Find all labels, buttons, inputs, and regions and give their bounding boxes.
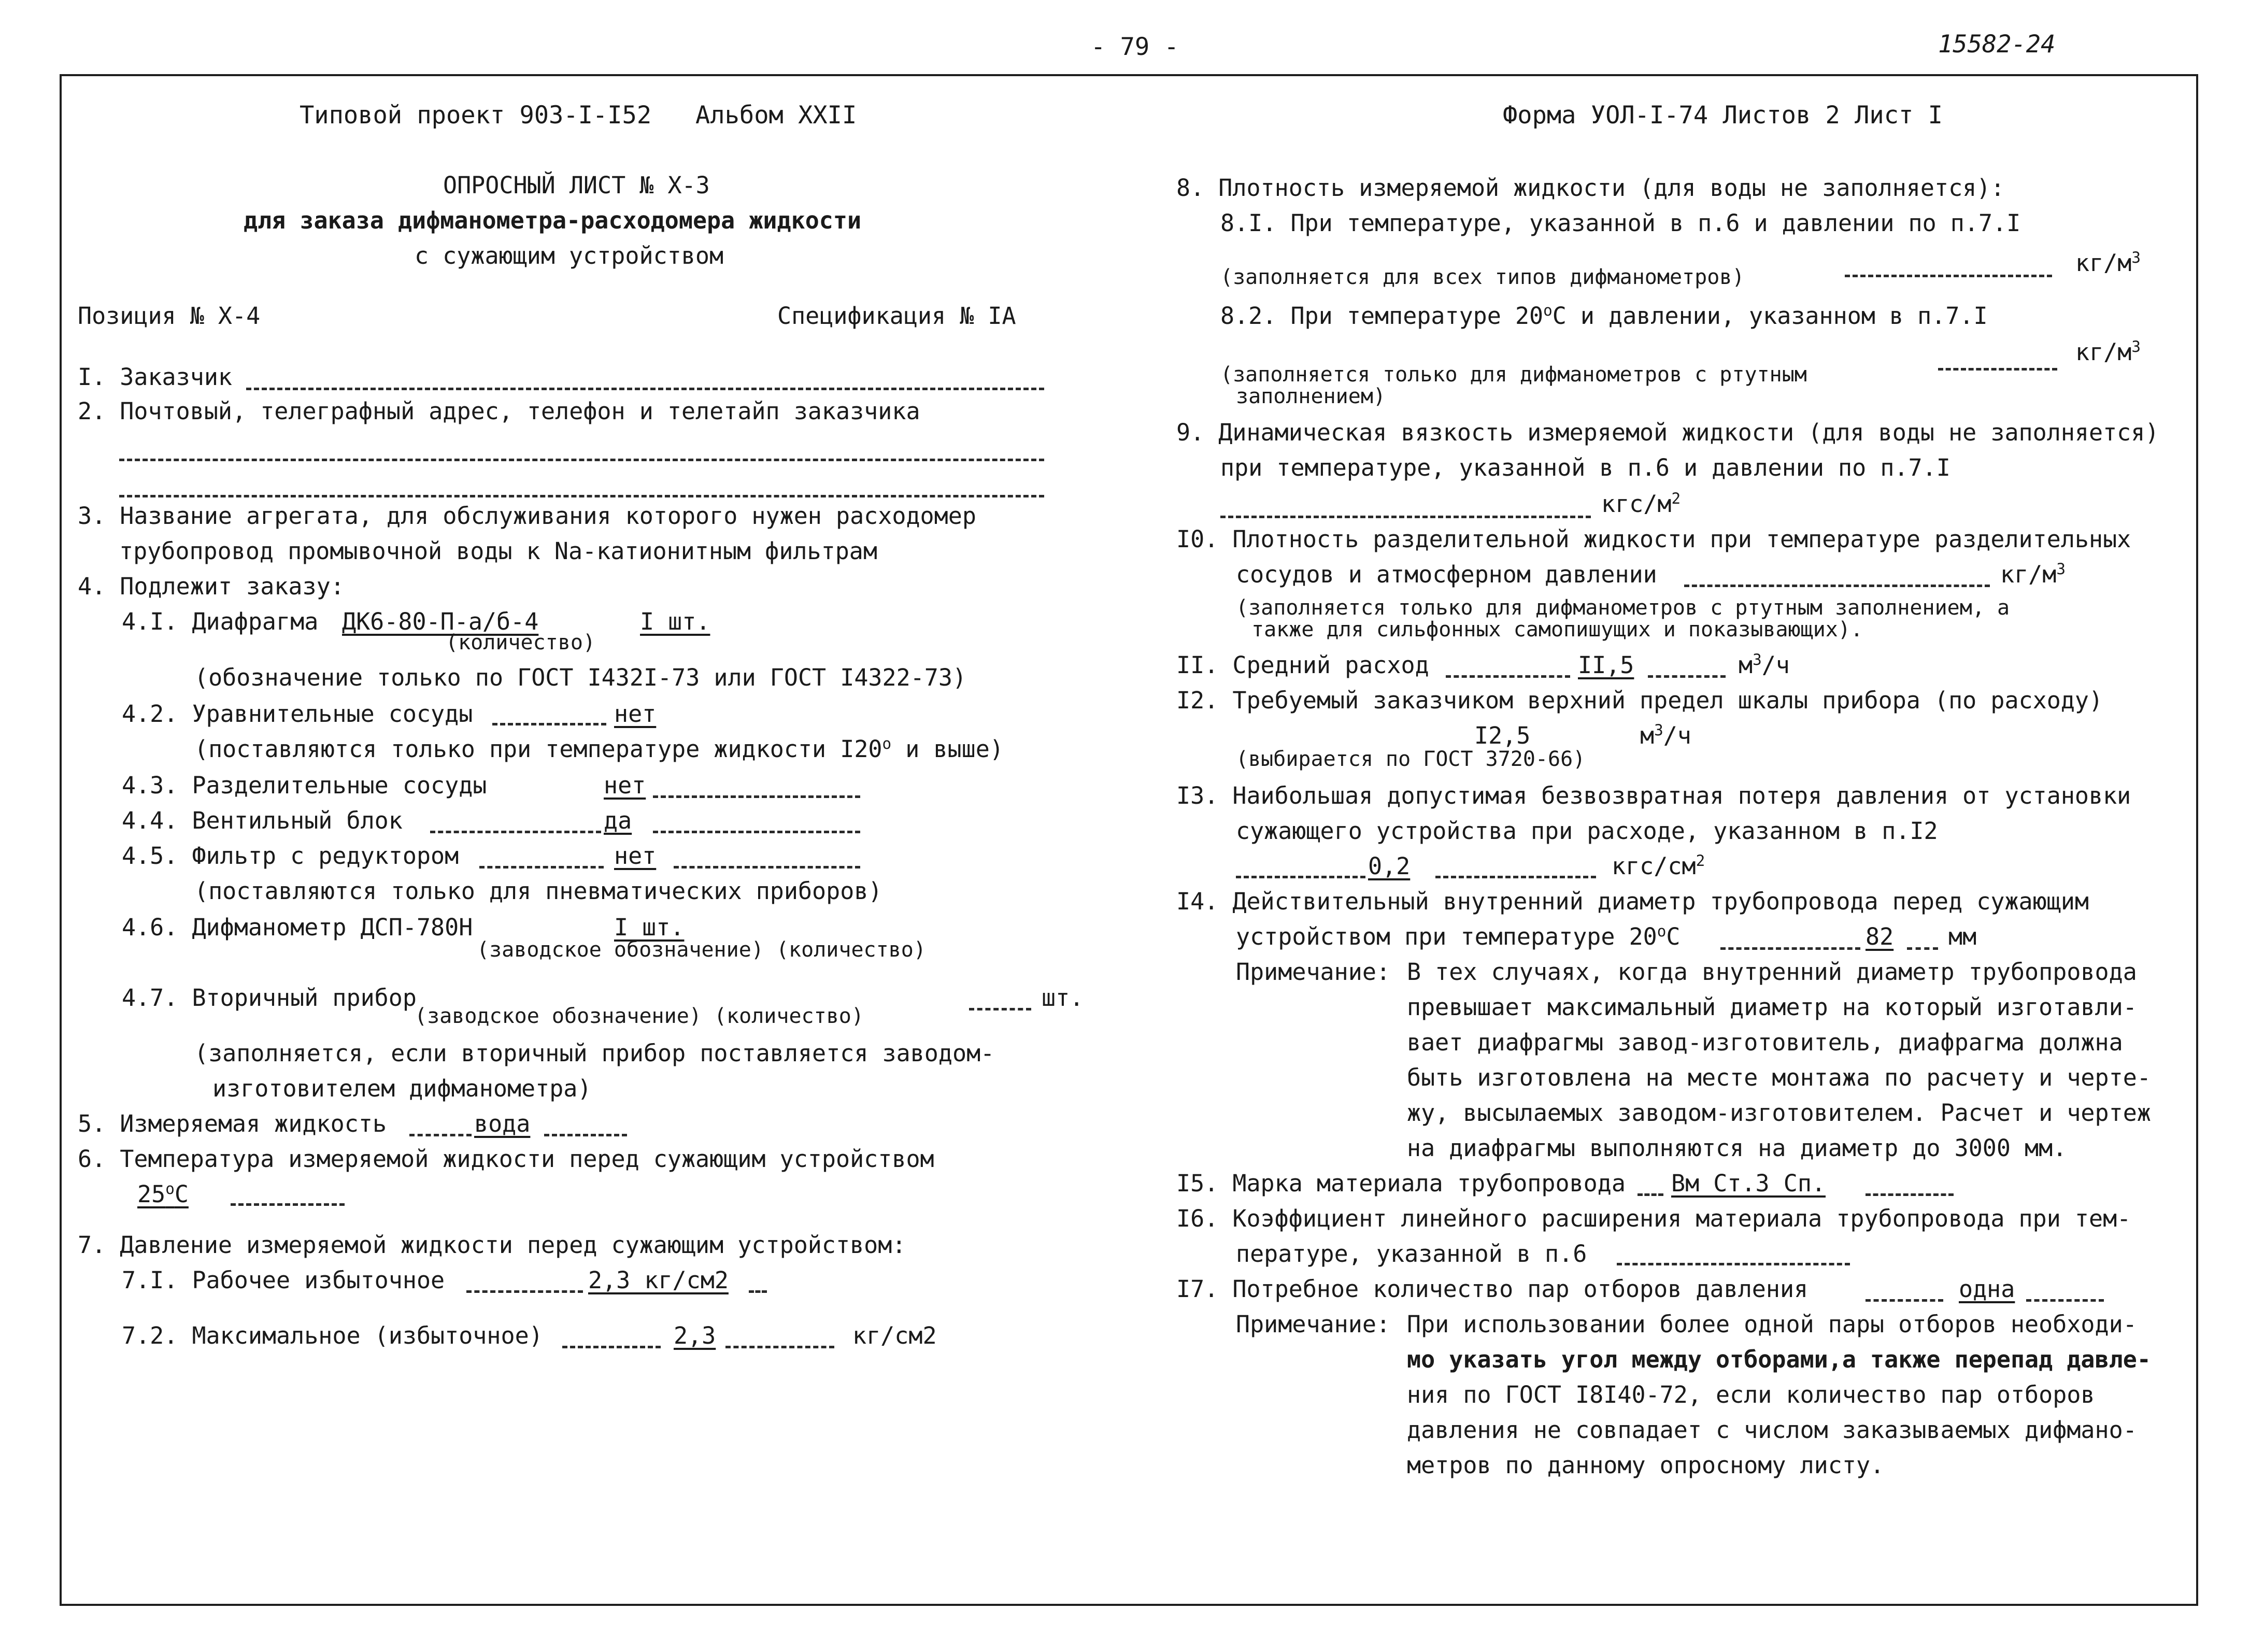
item-14-note-line-6: на диафрагмы выполняются на диаметр до 3000 мм. [1407, 1134, 2067, 1162]
item-4-5-label: 4.5. Фильтр с редуктором [122, 842, 459, 870]
item-7-2-value: 2,3 [674, 1322, 716, 1349]
item-8-2-note-2: заполнением) [1236, 384, 1386, 408]
item-13-unit: кгс/$см^2$ [1612, 851, 1705, 880]
item-10-note-2: также для сильфонных самопишущих и показывающих). [1251, 618, 1863, 642]
blank-line [969, 1008, 1031, 1010]
blank-line [479, 866, 604, 868]
blank-line [1446, 675, 1570, 678]
specification-number: Спецификация № IА [777, 302, 1016, 330]
item-4-3-value: нет [604, 772, 646, 799]
blank-line [466, 1290, 583, 1293]
item-8-1-label: 8.I. При температуре, указанной в п.6 и давлении по п.7.I [1220, 209, 2021, 237]
item-17-note-line-1: При использовании более одной пары отборов необходи- [1407, 1311, 2137, 1338]
blank-line [1907, 947, 1938, 950]
blank-line [1720, 947, 1860, 950]
item-12-unit: $м^3/ч$ [1640, 721, 1691, 749]
item-7-1-label: 7.I. Рабочее избыточное [122, 1266, 445, 1294]
item-8-1-note: (заполняется для всех типов дифманометров) [1220, 265, 1745, 289]
blank-line [1435, 876, 1596, 878]
item-7-label: 7. Давление измеряемой жидкости перед сужающим устройством: [78, 1231, 906, 1259]
item-9-label-2: при температуре, указанной в п.6 и давлении по п.7.I [1220, 454, 1950, 481]
blank-line [1648, 675, 1726, 678]
item-10-label: I0. Плотность разделительной жидкости при температуре разделительных [1176, 525, 2131, 553]
blank-line [749, 1290, 767, 1293]
item-14-note-line-3: вает диафрагмы завод-изготовитель, диафрагма должна [1407, 1029, 2123, 1056]
item-10-label-2: сосудов и атмосферном давлении [1236, 561, 1657, 588]
item-5-label: 5. Измеряемая жидкость [78, 1110, 387, 1137]
item-5-value: вода [474, 1110, 531, 1137]
item-8-2-label: 8.2. При температуре $20^оС$ и давлении, указанном в п.7.I [1220, 301, 1988, 330]
item-14-label: I4. Действительный внутренний диаметр трубопровода перед сужающим [1176, 888, 2089, 915]
item-4-7-caption: (заводское обозначение) (количество) [415, 1004, 864, 1028]
header-right: Форма УОЛ-I-74 Листов 2 Лист I [1503, 101, 1943, 130]
blank-line [1845, 275, 2052, 277]
item-9-unit: кгс/$м^2$ [1601, 489, 1681, 518]
blank-line [492, 723, 606, 725]
item-7-1-value: 2,3 кг/см2 [588, 1266, 729, 1294]
item-11-unit: $м^3/ч$ [1739, 650, 1790, 679]
item-12-label: I2. Требуемый заказчиком верхний предел шкалы прибора (по расходу) [1176, 687, 2103, 714]
item-16-label-2: пературе, указанной в п.6 [1236, 1240, 1587, 1268]
blank-line [430, 831, 601, 833]
item-4-3-label: 4.3. Разделительные сосуды [122, 772, 487, 799]
item-6-label: 6. Температура измеряемой жидкости перед сужающим устройством [78, 1145, 934, 1173]
item-14-value: 82 [1866, 923, 1894, 950]
blank-line [119, 495, 1044, 497]
item-4-4-label: 4.4. Вентильный блок [122, 807, 403, 834]
item-14-label-2: устройством при температуре $20^оС$ [1236, 922, 1681, 950]
item-4-5-note: (поставляются только для пневматических приборов) [194, 877, 882, 905]
blank-line [725, 1346, 834, 1348]
item-4-2-value: нет [614, 700, 657, 728]
blank-line [1220, 516, 1591, 518]
item-14-unit: мм [1948, 923, 1977, 950]
item-17-note-line-3: ния по ГОСТ I8I40-72, если количество пар отборов [1407, 1381, 2095, 1408]
blank-line [1236, 876, 1365, 878]
header-left: Типовой проект 903-I-I52 Альбом XXII [300, 101, 857, 130]
item-4-7-unit: шт. [1042, 984, 1084, 1012]
blank-line [1684, 585, 1990, 587]
item-10-unit: $кг/м^3$ [2000, 560, 2066, 588]
item-14-note-line-2: превышает максимальный диаметр на который изготавли- [1407, 993, 2137, 1021]
item-11-value: II,5 [1578, 651, 1634, 679]
item-4-1-diaphragm-label: 4.I. Диафрагма [122, 608, 319, 635]
document-id: 15582-24 [1938, 30, 2056, 59]
blank-line [2026, 1299, 2104, 1302]
item-13-label-2: сужающего устройства при расходе, указанном в п.I2 [1236, 817, 1938, 845]
item-11-label: II. Средний расход [1176, 651, 1429, 679]
blank-line [1617, 1263, 1850, 1265]
blank-line [1938, 368, 2057, 371]
questionnaire-subtitle-2: с сужающим устройством [415, 242, 724, 269]
blank-line [1866, 1193, 1954, 1196]
item-12-value: I2,5 [1474, 722, 1531, 749]
item-15-label: I5. Марка материала трубопровода [1176, 1170, 1626, 1197]
item-4-2-note: (поставляются только при температуре жидкости $I20^о$ и выше) [194, 734, 1004, 763]
item-16-label: I6. Коэффициент линейного расширения материала трубопровода при тем- [1176, 1205, 2131, 1232]
item-8-label: 8. Плотность измеряемой жидкости (для воды не заполняется): [1176, 174, 2005, 202]
item-17-note-line-2: мо указать угол между отборами,а также перепад давле- [1407, 1346, 2151, 1373]
item-14-note-line-5: жу, высылаемых заводом-изготовителем. Расчет и чертеж [1407, 1099, 2151, 1127]
position-number: Позиция № X-4 [78, 302, 261, 330]
blank-line [1866, 1299, 1943, 1302]
blank-line [544, 1134, 627, 1136]
item-4-7-note-1: (заполняется, если вторичный прибор поставляется заводом- [194, 1039, 995, 1067]
item-17-note-line-4: давления не совпадает с числом заказываемых дифмано- [1407, 1416, 2137, 1444]
item-4-6-label: 4.6. Дифманометр ДСП-780Н [122, 914, 473, 941]
item-10-note-1: (заполняется только для дифманометров с ртутным заполнением, а [1236, 596, 2010, 620]
item-7-2-label: 7.2. Максимальное (избыточное) [122, 1322, 543, 1349]
item-14-note-line-1: В тех случаях, когда внутренний диаметр трубопровода [1407, 958, 2137, 986]
blank-line [653, 795, 860, 798]
item-12-note: (выбирается по ГОСТ 3720-66) [1236, 747, 1586, 771]
item-3-unit-value: трубопровод промывочной воды к Nа-катионитным фильтрам [119, 537, 877, 565]
item-13-label: I3. Наибольшая допустимая безвозвратная потеря давления от установки [1176, 782, 2131, 809]
item-17-value: одна [1959, 1275, 2015, 1303]
item-4-7-label: 4.7. Вторичный прибор [122, 984, 417, 1012]
item-8-2-unit: $кг/м^3$ [2075, 337, 2141, 366]
item-4-1-note: (обозначение только по ГОСТ I432I-73 или ГОСТ I4322-73) [194, 664, 967, 691]
item-9-label: 9. Динамическая вязкость измеряемой жидкости (для воды не заполняется) [1176, 419, 2159, 446]
item-4-order: 4. Подлежит заказу: [78, 573, 345, 600]
page-number: - 79 - [1091, 33, 1179, 61]
blank-line [409, 1134, 472, 1136]
item-2-address: 2. Почтовый, телеграфный адрес, телефон и телетайп заказчика [78, 397, 920, 425]
blank-line [653, 831, 860, 833]
item-4-7-note-2: изготовителем дифманометра) [212, 1075, 592, 1102]
item-4-1-diaphragm-value: ДК6-80-П-а/б-4 [342, 608, 539, 635]
item-1-customer: I. Заказчик [78, 363, 233, 391]
item-17-label: I7. Потребное количество пар отборов давления [1176, 1275, 1809, 1303]
item-15-value: Вм Ст.3 Сп. [1671, 1170, 1826, 1197]
blank-line [674, 866, 860, 868]
blank-line [246, 388, 1044, 390]
item-4-1-quantity: I шт. [640, 608, 710, 635]
item-4-1-quantity-caption: (количество) [446, 631, 595, 654]
item-17-note-label: Примечание: [1236, 1311, 1391, 1338]
item-4-5-value: нет [614, 842, 657, 870]
item-4-2-label: 4.2. Уравнительные сосуды [122, 700, 473, 728]
item-13-value: 0,2 [1368, 852, 1411, 880]
item-6-value: $25^оС$ [137, 1179, 189, 1208]
item-4-6-caption: (заводское обозначение) (количество) [477, 938, 926, 962]
item-7-2-unit: кг/см2 [852, 1322, 937, 1349]
blank-line [231, 1203, 345, 1206]
item-3-unit-name: 3. Название агрегата, для обслуживания которого нужен расходомер [78, 502, 976, 530]
blank-line [562, 1346, 661, 1348]
item-8-1-unit: $кг/м^3$ [2075, 248, 2141, 277]
blank-line [119, 459, 1044, 461]
item-14-note-label: Примечание: [1236, 958, 1391, 986]
item-4-4-value: да [604, 807, 632, 834]
item-17-note-line-5: метров по данному опросному листу. [1407, 1451, 1885, 1479]
item-8-2-note-1: (заполняется только для дифманометров с ртутным [1220, 363, 1807, 387]
blank-line [1638, 1193, 1663, 1196]
item-14-note-line-4: быть изготовлена на месте монтажа по расчету и черте- [1407, 1064, 2151, 1091]
item-4-6-quantity: I шт. [614, 914, 685, 941]
questionnaire-subtitle: для заказа дифманометра-расходомера жидкости [244, 207, 862, 234]
questionnaire-title: ОПРОСНЫЙ ЛИСТ № X-3 [443, 172, 710, 199]
